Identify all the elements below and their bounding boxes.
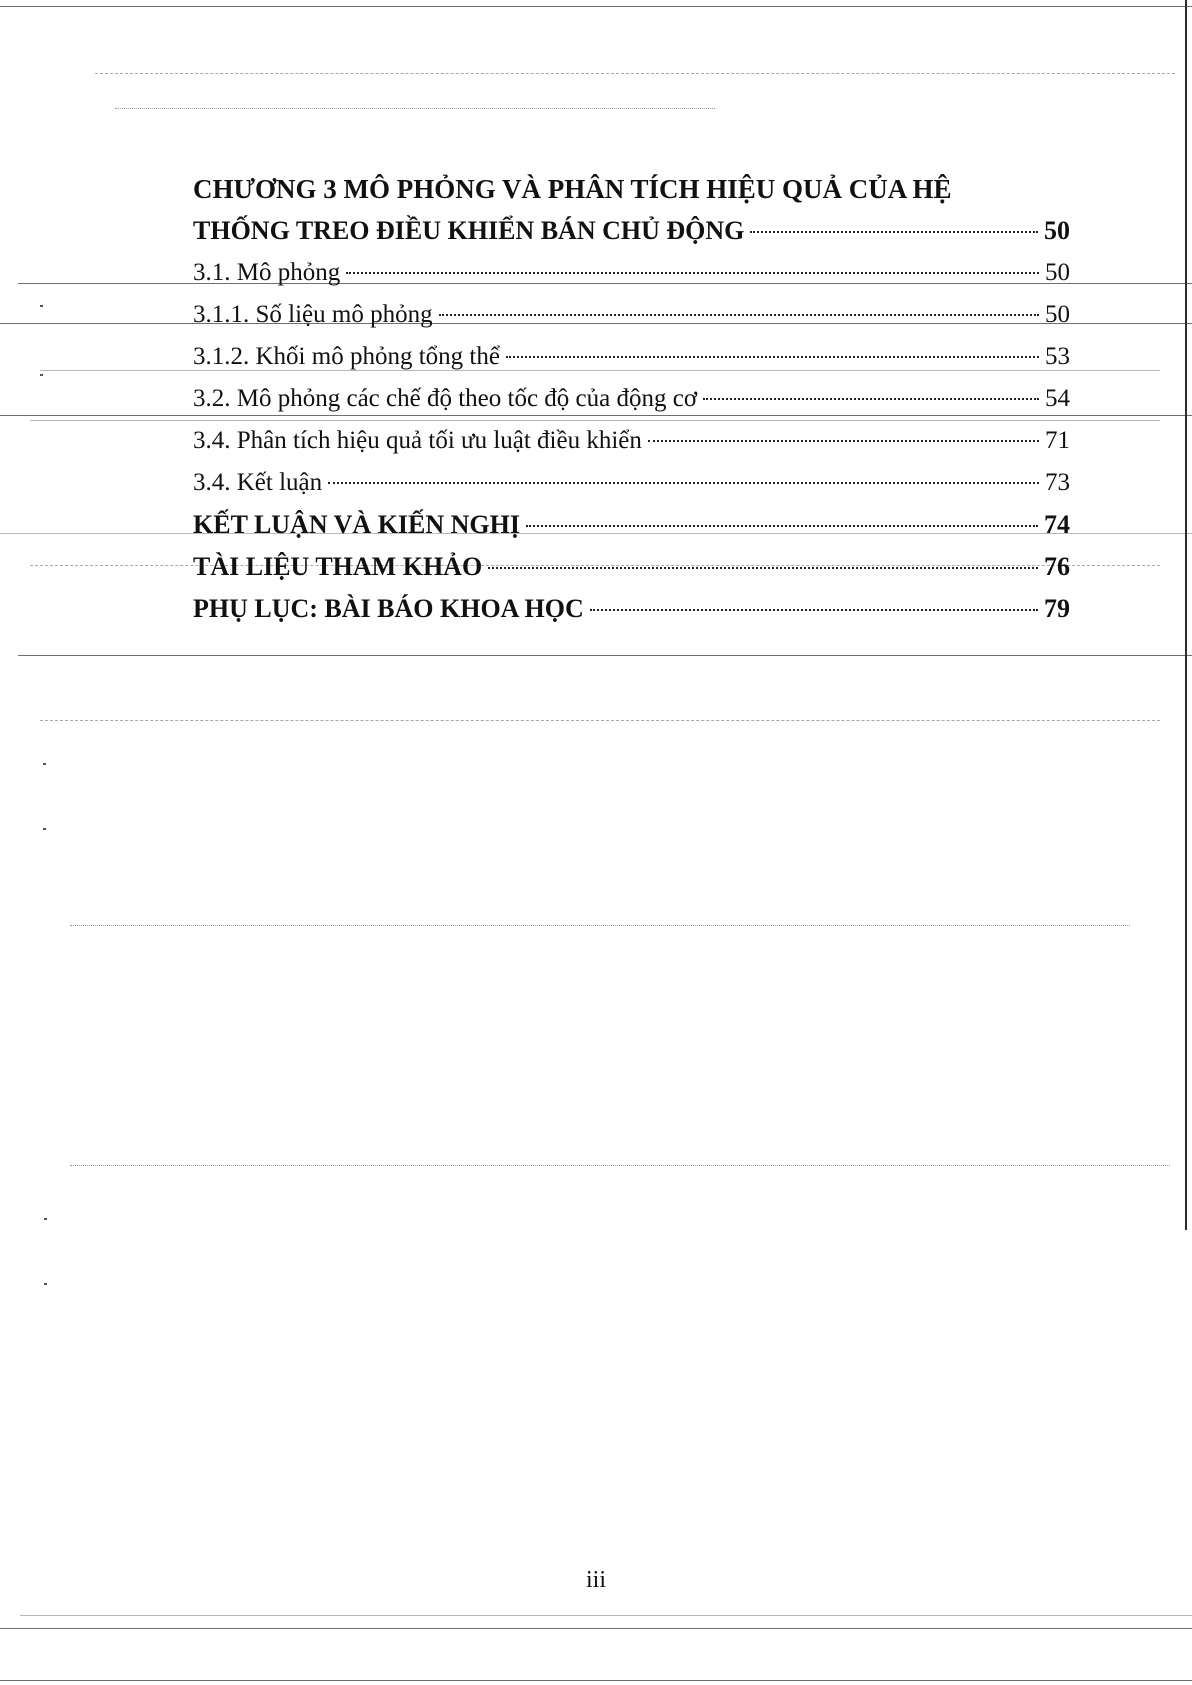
scan-speck [44, 1283, 47, 1285]
toc-entry-label: 3.4. Phân tích hiệu quả tối ưu luật điều khiển [193, 427, 642, 454]
toc-entry[interactable] [193, 420, 1070, 462]
scan-speck [40, 305, 43, 307]
toc-entry-label: 3.1. Mô phỏng [193, 259, 341, 286]
dot-leader [488, 567, 1038, 569]
scan-line [0, 1680, 1192, 1681]
dot-leader [526, 525, 1038, 527]
toc-entry-page: 50 [1045, 259, 1070, 286]
toc-entry-label: PHỤ LỤC: BÀI BÁO KHOA HỌC [193, 594, 584, 623]
scan-line [0, 1628, 1192, 1629]
toc-entry[interactable] [193, 336, 1070, 378]
scan-speck [43, 828, 46, 830]
toc-entry-page: 53 [1045, 343, 1070, 370]
dot-leader [648, 440, 1039, 442]
toc-entry-chapter-3[interactable] [193, 210, 1070, 252]
scan-line [95, 73, 1175, 74]
toc-entry[interactable] [193, 462, 1070, 504]
scan-speck [43, 763, 46, 765]
toc-entry-page: 54 [1045, 385, 1070, 412]
dot-leader [439, 314, 1039, 316]
toc-entry-appendix[interactable] [193, 588, 1070, 630]
toc-entry-label: KẾT LUẬN VÀ KIẾN NGHỊ [193, 510, 520, 539]
toc-entry-label: 3.2. Mô phỏng các chế độ theo tốc độ của động cơ [193, 385, 698, 412]
toc-entry[interactable] [193, 252, 1070, 294]
page-number: iii [585, 1567, 606, 1593]
toc-entry[interactable] [193, 378, 1070, 420]
toc-entry-label: 3.1.1. Số liệu mô phỏng [193, 301, 433, 328]
toc-entry[interactable] [193, 294, 1070, 336]
toc-entry-page: 50 [1045, 301, 1070, 328]
toc-entry-page: 79 [1044, 594, 1070, 623]
toc-entry-label: 3.4. Kết luận [193, 469, 323, 496]
toc-entry-label: TÀI LIỆU THAM KHẢO [193, 552, 483, 581]
scan-line [0, 6, 1192, 7]
toc-entry-page: 74 [1044, 510, 1070, 539]
toc-entry-page: 73 [1045, 469, 1070, 496]
dot-leader [506, 356, 1039, 358]
scan-line [70, 1165, 1170, 1166]
scan-line [20, 1615, 1192, 1616]
dot-leader [590, 609, 1038, 611]
scan-line [18, 655, 1192, 656]
toc-entry-label: 3.1.2. Khối mô phỏng tổng thể [193, 343, 500, 370]
scan-line [115, 108, 715, 109]
toc-entry-label: THỐNG TREO ĐIỀU KHIỂN BÁN CHỦ ĐỘNG [193, 216, 745, 245]
toc-entry-conclusion[interactable] [193, 504, 1070, 546]
toc-entry-page: 76 [1044, 552, 1070, 581]
dot-leader [703, 398, 1039, 400]
dot-leader [346, 272, 1039, 274]
toc-entry-page: 50 [1044, 216, 1070, 245]
dot-leader [328, 482, 1039, 484]
toc-entry-references[interactable] [193, 546, 1070, 588]
table-of-contents [193, 168, 1070, 630]
scan-line [40, 720, 1160, 721]
scan-edge [1185, 0, 1187, 1230]
scan-speck [44, 1218, 47, 1220]
scan-speck [40, 374, 43, 376]
toc-entry-page: 71 [1045, 427, 1070, 454]
scan-line [70, 925, 1130, 926]
chapter-heading: CHƯƠNG 3 MÔ PHỎNG VÀ PHÂN TÍCH HIỆU QUẢ CỦA HỆ [193, 174, 952, 204]
dot-leader [750, 231, 1038, 233]
